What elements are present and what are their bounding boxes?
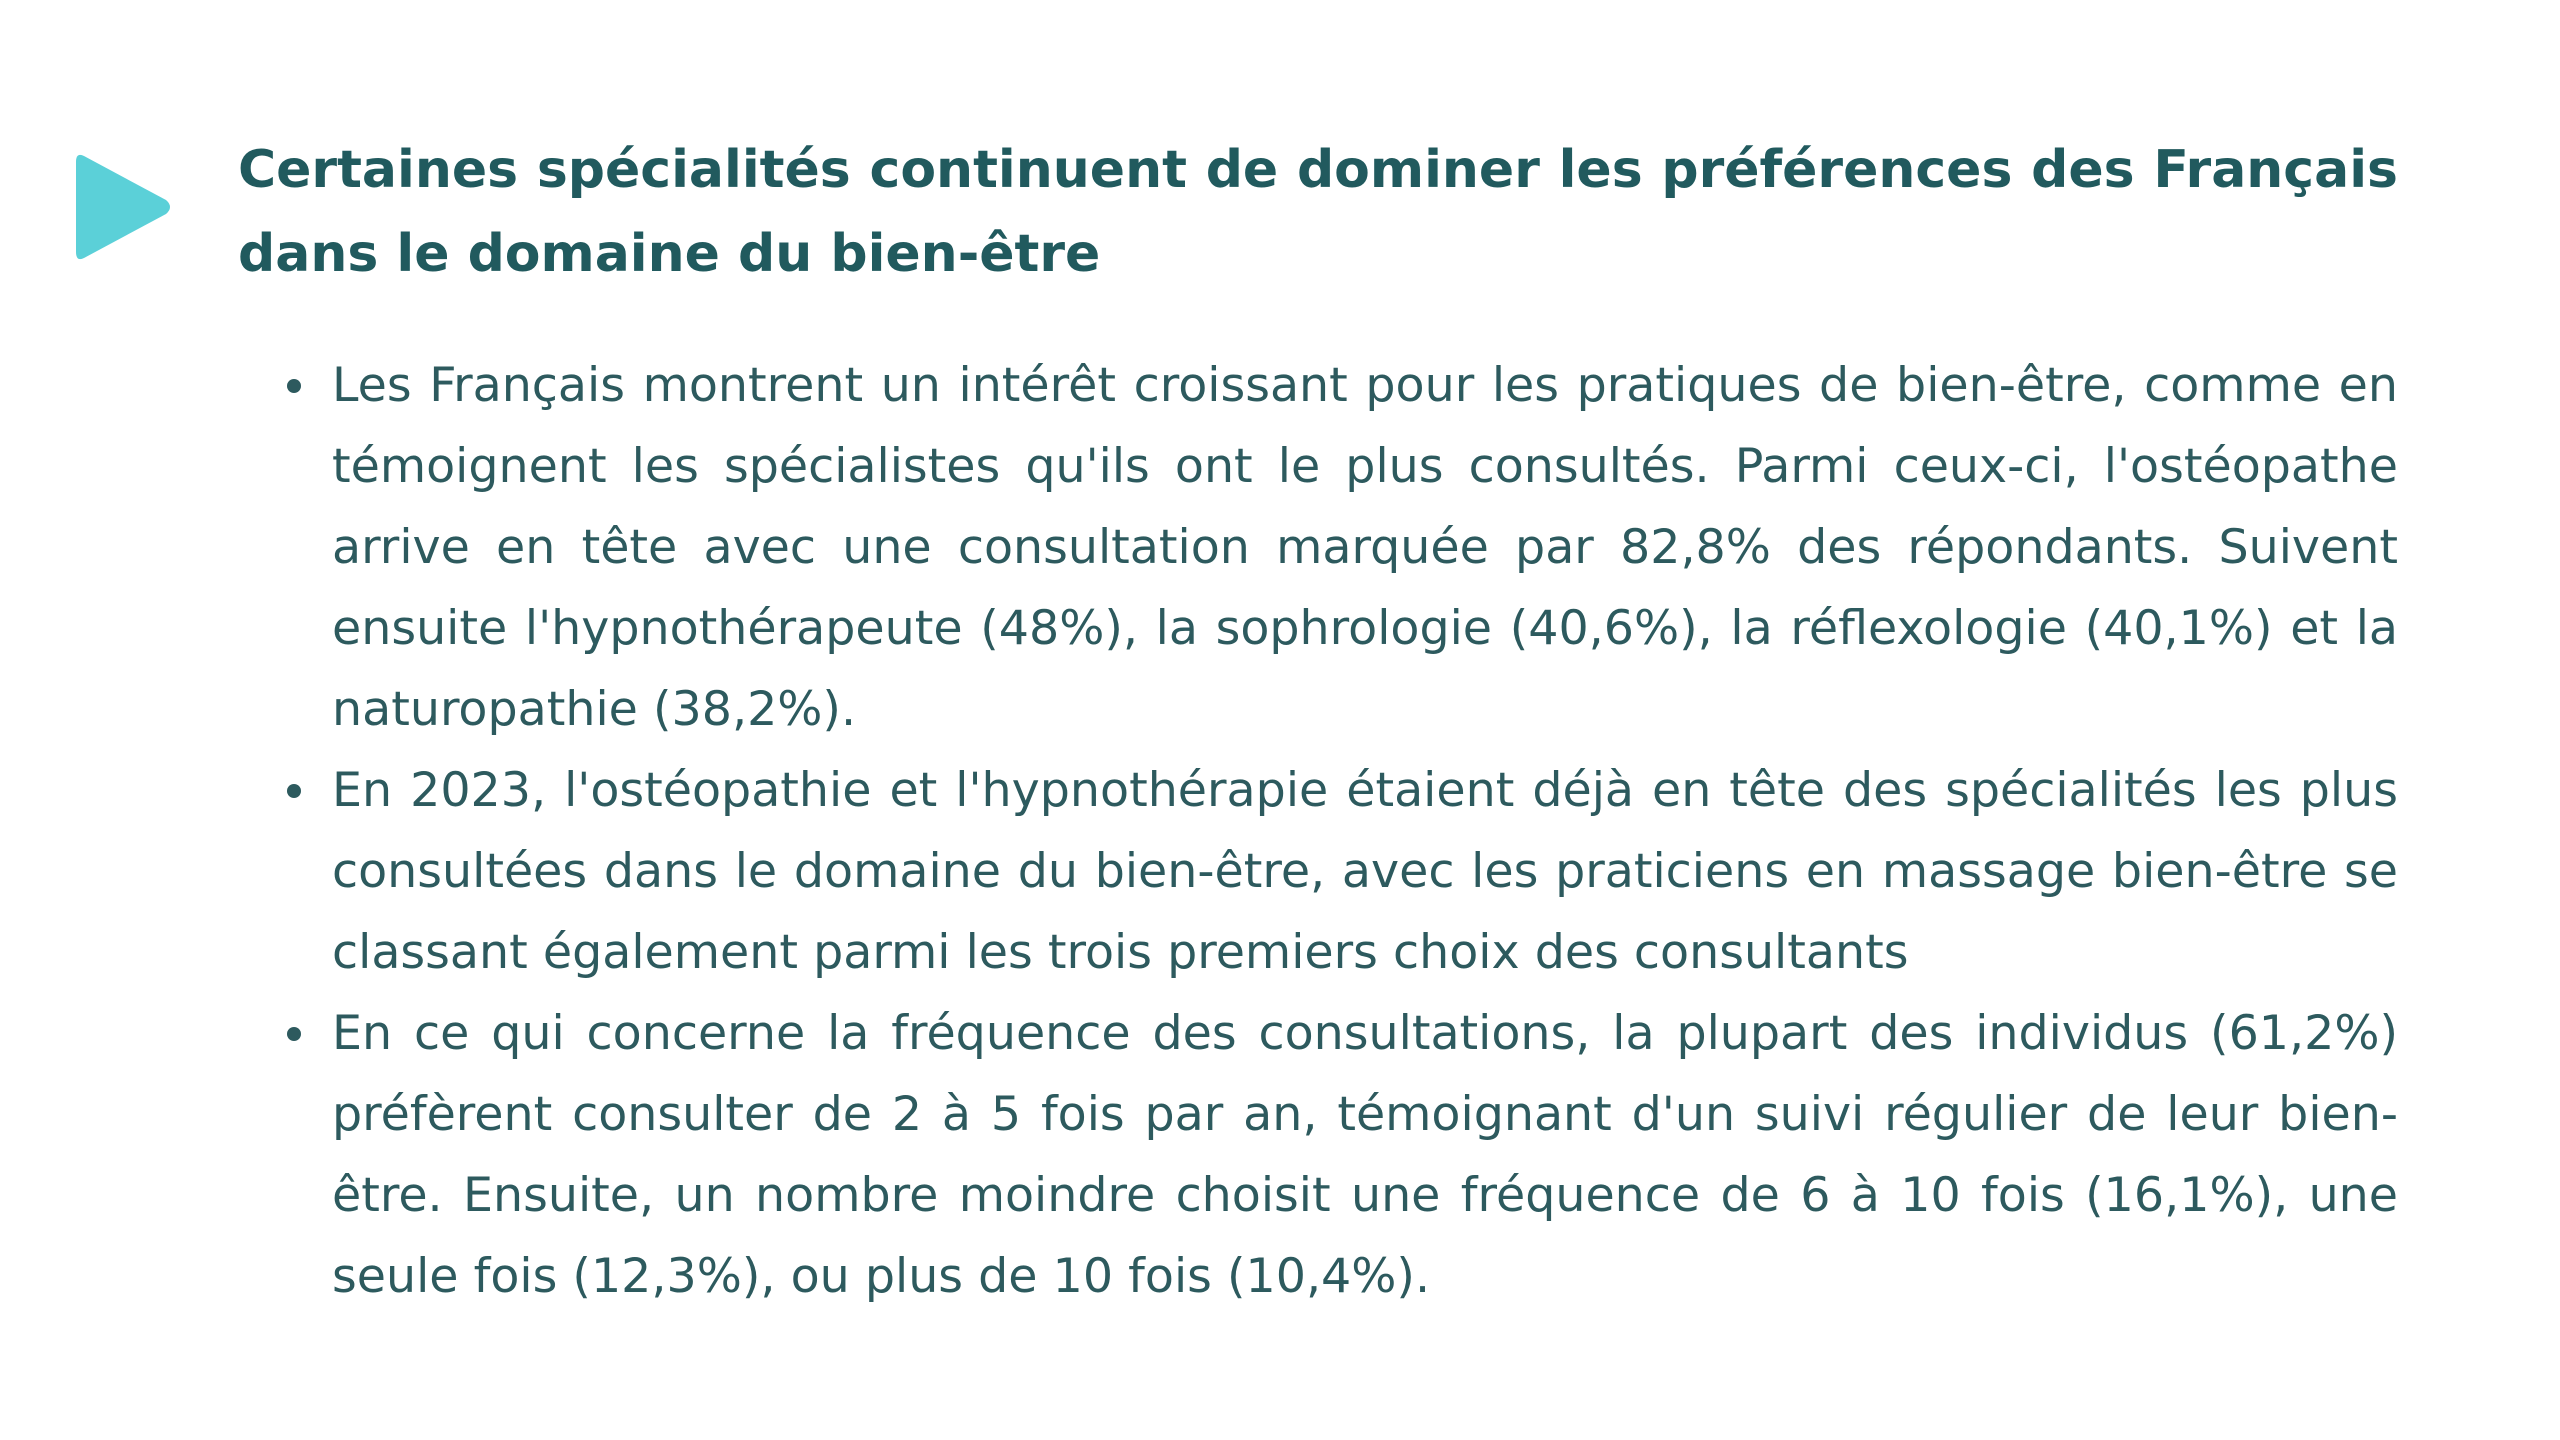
page-title: Certaines spécialités continuent de dominer les préférences des Français dans le domaine du bien-être [238, 140, 2398, 284]
play-icon [74, 148, 174, 266]
list-item-text: En ce qui concerne la fréquence des consultations, la plupart des individus (61,2%) préfèrent consulter de 2 à 5 fois par an, témoignant d'un suivi régulier de leur bien-être. Ensuite, un nombre moindre choisit une fréquence de 6 à 10 fois (16,1%), une seule fois (12,3%), ou plus de 10 fois (10,4%). [332, 1006, 2398, 1304]
list-item-text: Les Français montrent un intérêt croissant pour les pratiques de bien-être, comme en témoignent les spécialistes qu'ils ont le plus consultés. Parmi ceux-ci, l'ostéopathe arrive en tête avec une consultation marquée par 82,8% des répondants. Suivent ensuite l'hypnothérapeute (48%), la sophrologie (40,6%), la réflexologie (40,1%) et la naturopathie (38,2%). [332, 358, 2398, 737]
bullet-list [284, 345, 2398, 1317]
bullet-dot-icon [287, 784, 301, 798]
list-item-text: En 2023, l'ostéopathie et l'hypnothérapie étaient déjà en tête des spécialités les plus consultées dans le domaine du bien-être, avec les praticiens en massage bien-être se classant également parmi les trois premiers choix des consultants [332, 763, 2398, 980]
list-item [284, 750, 2398, 993]
list-item [284, 345, 2398, 750]
bullet-dot-icon [287, 1027, 301, 1041]
list-item [284, 993, 2398, 1317]
bullet-dot-icon [287, 379, 301, 393]
